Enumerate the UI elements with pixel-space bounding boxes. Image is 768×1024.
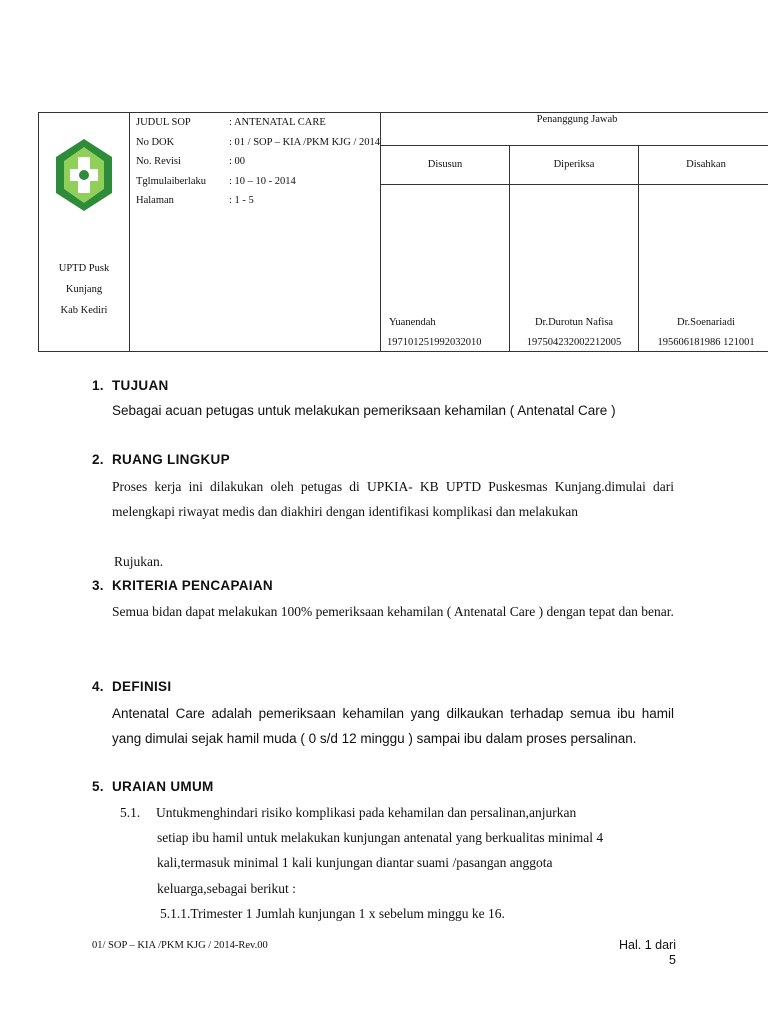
item-line: setiap ibu hamil untuk melakukan kunjungan antenatal yang berkualitas minimal 4 [157, 830, 604, 845]
item-line: Untukmenghindari risiko komplikasi pada kehamilan dan persalinan,anjurkan [156, 805, 577, 820]
footer-page-number [608, 938, 676, 968]
doc-info-key: No DOK [136, 136, 175, 148]
item-number: 5.1. [120, 805, 141, 820]
doc-info-key: JUDUL SOP [136, 117, 191, 128]
section-title-text: KRITERIA PENCAPAIAN [112, 578, 273, 593]
signer-name: Dr.Soenariadi [676, 317, 736, 328]
doc-info-value: : 1 - 5 [229, 195, 254, 206]
footer-doc-code: 01/ SOP – KIA /PKM KJG / 2014-Rev.00 [92, 940, 268, 951]
signer-nip: 197101251992032010 [387, 337, 482, 348]
signature-cell-disahkan [639, 185, 768, 352]
doc-info-key: No. Revisi [136, 156, 181, 167]
unit-line: UPTD Pusk [58, 263, 110, 274]
section-number: 5. [92, 779, 104, 794]
signature-cell-diperiksa [510, 185, 639, 352]
section-text-definisi: Antenatal Care adalah pemeriksaan kehamilan yang dilkaukan terhadap semua ibu hamil yang dimulai sejak hamil muda ( 0 s/d 12 minggu ) sampai ibu dalam proses persalinan. [112, 706, 674, 746]
signature-cell-disusun [381, 185, 510, 352]
column-header-disahkan: Disahkan [639, 146, 768, 185]
document-header-table [38, 112, 768, 352]
section-title-kriteria [92, 578, 273, 593]
doc-info-row [136, 133, 380, 153]
section-title-text: RUANG LINGKUP [112, 452, 230, 467]
section-text-rujukan: Rujukan. [114, 554, 164, 569]
page-line: 5 [669, 953, 676, 967]
doc-info-row [136, 152, 380, 172]
column-header-diperiksa: Diperiksa [510, 146, 639, 185]
page-line: Hal. 1 dari [619, 938, 676, 952]
section-title-text: DEFINISI [112, 679, 172, 694]
doc-info-value: : ANTENATAL CARE [229, 117, 326, 128]
responsible-title: Penanggung Jawab [381, 113, 768, 146]
unit-name [39, 258, 129, 321]
section-title-tujuan [92, 378, 169, 393]
signer-nip: 195606181986 121001 [657, 337, 755, 348]
signer-nip: 197504232002212005 [526, 337, 622, 348]
column-header-disusun: Disusun [381, 146, 510, 185]
section-title-uraian-umum [92, 779, 214, 794]
section-title-ruang-lingkup [92, 452, 230, 467]
document-info-cell [130, 113, 381, 352]
unit-line: Kab Kediri [60, 305, 108, 316]
section-title-definisi [92, 679, 171, 694]
doc-info-row [136, 172, 380, 192]
doc-info-key: Tglmulaiberlaku [136, 175, 206, 187]
signer-name: Yuanendah [389, 317, 436, 328]
item-line: keluarga,sebagai berikut : [157, 881, 296, 896]
puskesmas-logo-icon [52, 135, 116, 215]
section-title-text: URAIAN UMUM [112, 779, 214, 794]
section-number: 3. [92, 578, 104, 593]
section-title-text: TUJUAN [112, 378, 169, 393]
doc-info-value: : 10 – 10 - 2014 [229, 175, 296, 187]
doc-info-key: Halaman [136, 195, 174, 206]
doc-info-value: : 01 / SOP – KIA /PKM KJG / 2014 [229, 136, 381, 148]
section-number: 4. [92, 679, 104, 694]
item-line: kali,termasuk minimal 1 kali kunjungan diantar suami /pasangan anggota [157, 855, 553, 870]
doc-info-value: : 00 [229, 156, 246, 167]
logo-cell [39, 113, 130, 352]
doc-info-row [136, 113, 380, 133]
doc-info-row [136, 191, 380, 211]
signer-name: Dr.Durotun Nafisa [534, 317, 614, 328]
section-text-ruang-lingkup: Proses kerja ini dilakukan oleh petugas di UPKIA- KB UPTD Puskesmas Kunjang.dimulai dari melengkapi riwayat medis dan diakhiri dengan identifikasi komplikasi dan melakukan [112, 479, 674, 519]
section-text-kriteria: Semua bidan dapat melakukan 100% pemeriksaan kehamilan ( Antenatal Care ) dengan tepat dan benar. [112, 604, 674, 619]
unit-line: Kunjang [65, 284, 103, 295]
section-text-tujuan: Sebagai acuan petugas untuk melakukan pemeriksaan kehamilan ( Antenatal Care ) [112, 403, 616, 418]
subitem-line: 5.1.1.Trimester 1 Jumlah kunjungan 1 x sebelum minggu ke 16. [160, 906, 505, 921]
section-number: 2. [92, 452, 104, 467]
section-number: 1. [92, 378, 104, 393]
